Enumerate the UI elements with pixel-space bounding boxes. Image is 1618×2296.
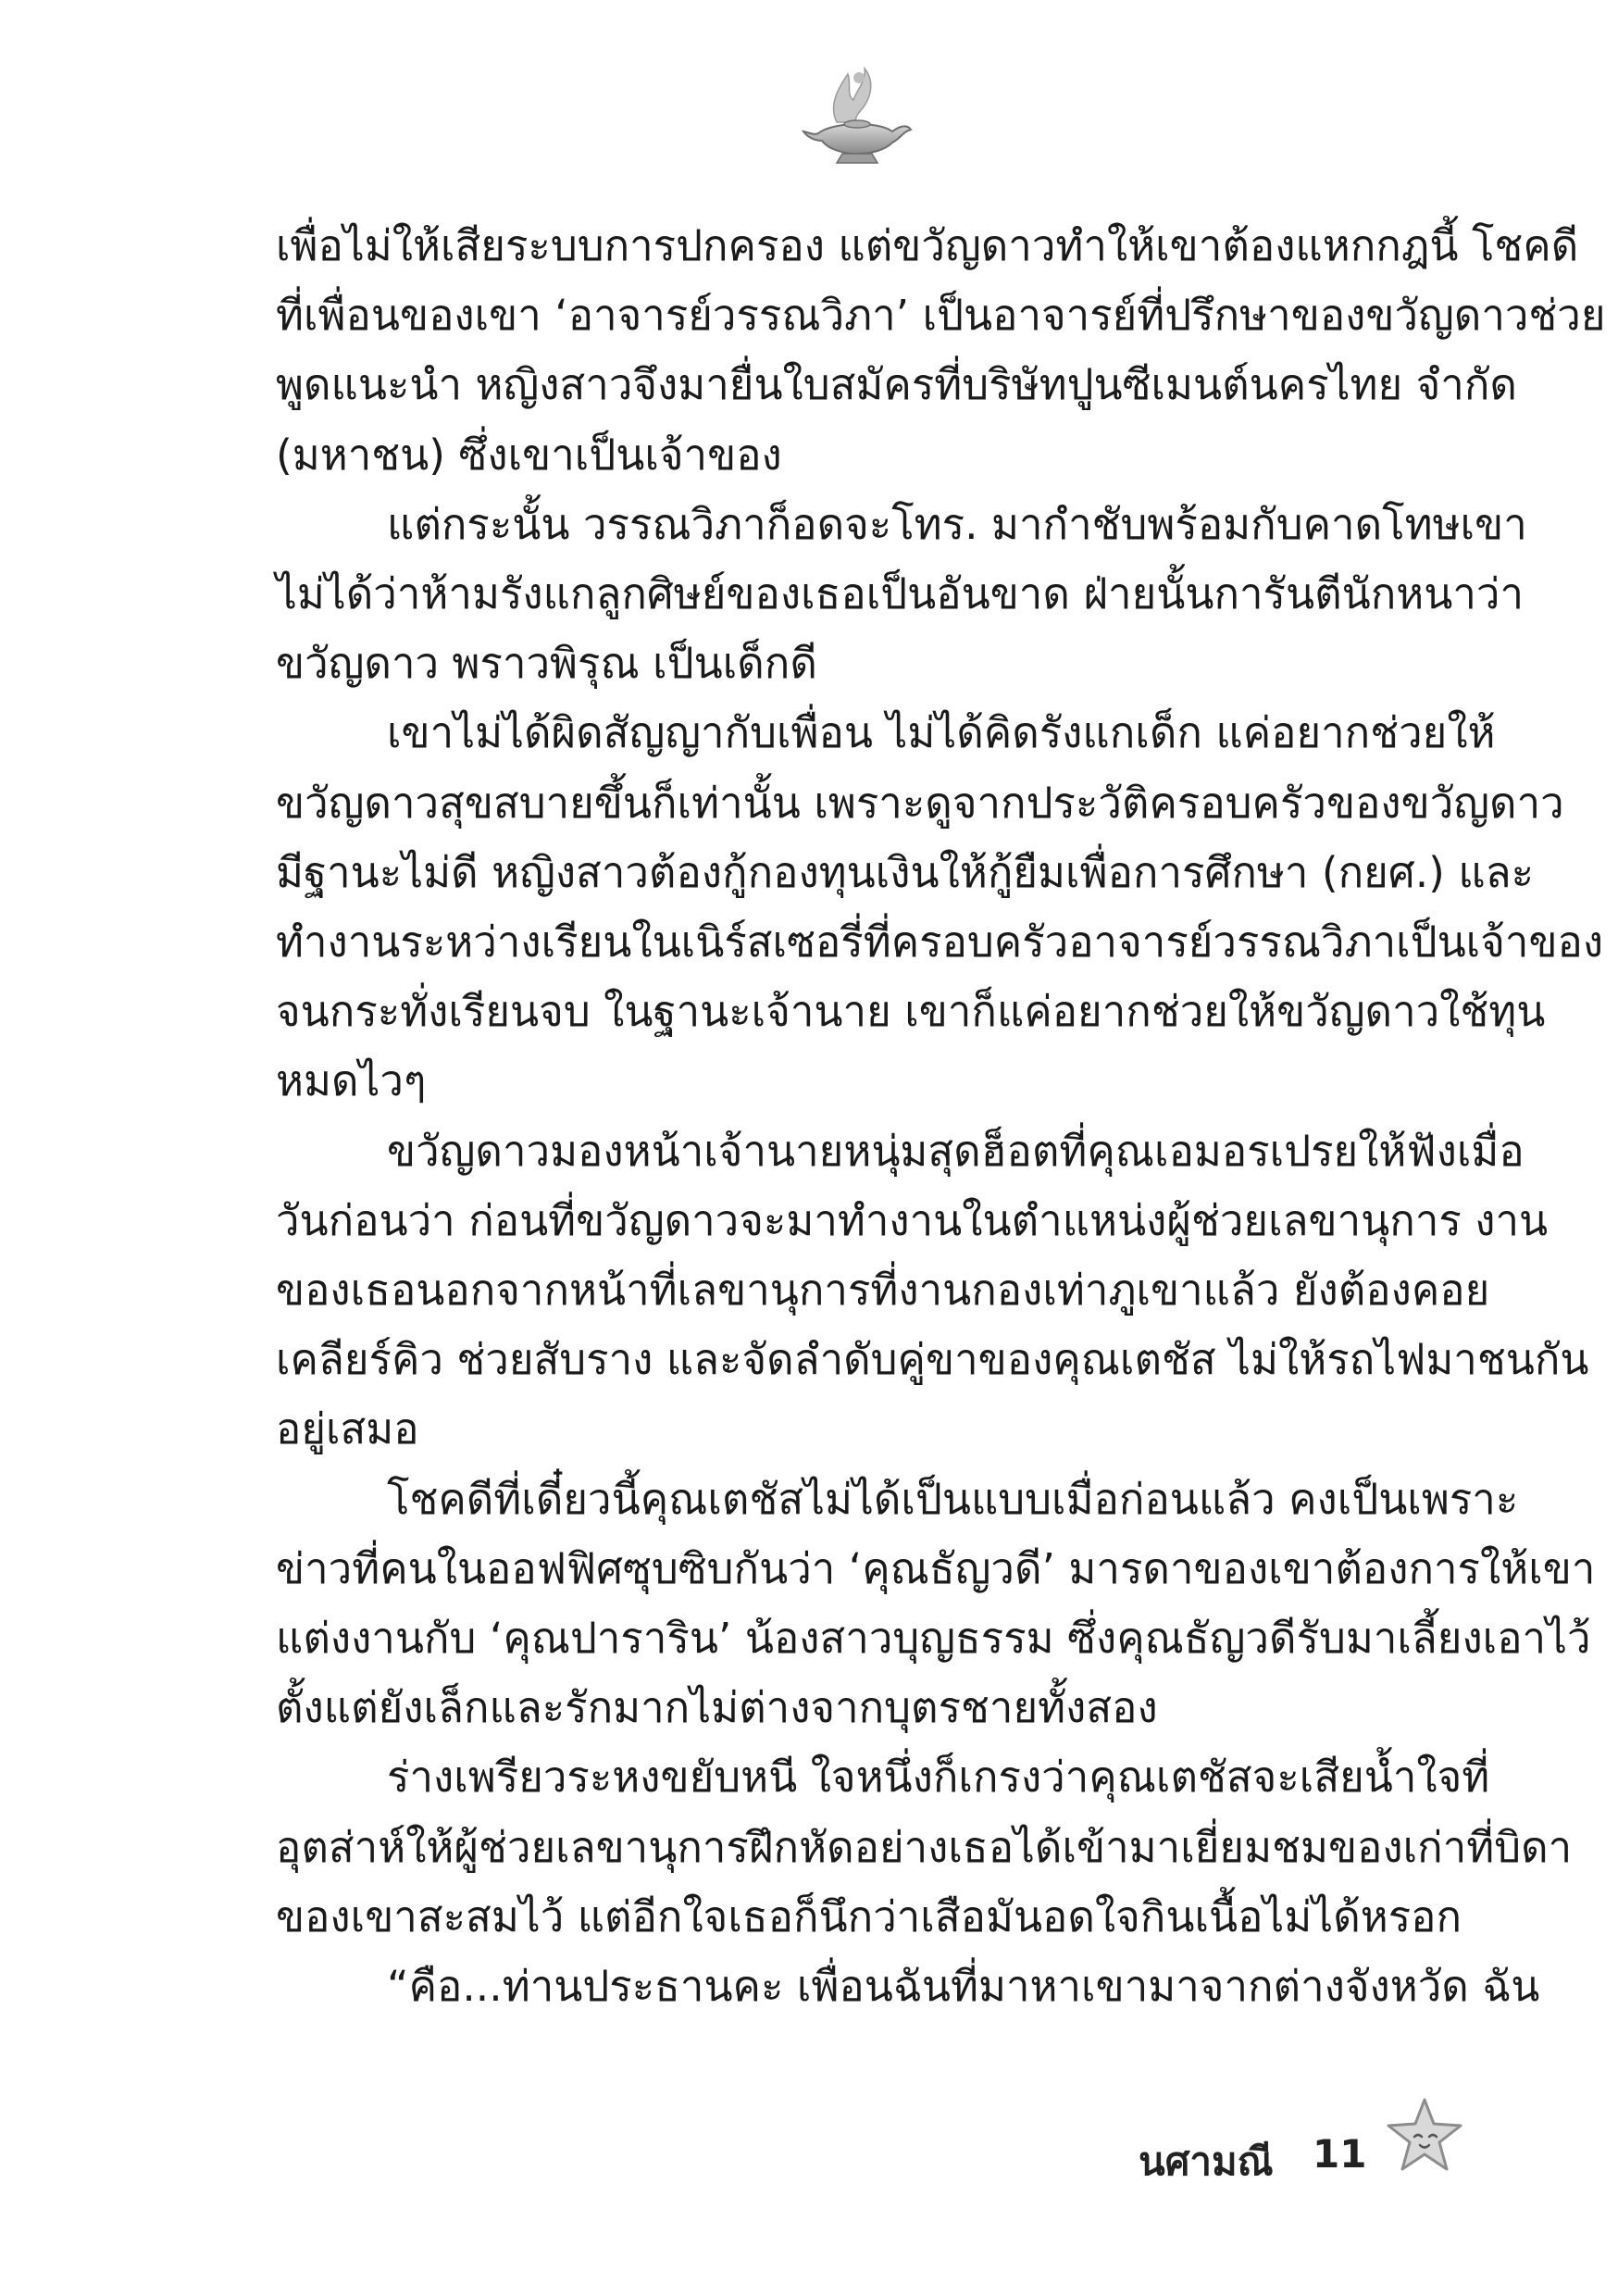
text-line: หมดไวๆ xyxy=(276,1056,427,1106)
text-line: แต่กระนั้น วรรณวิภาก็อดจะโทร. มากำชับพร้อมกับคาดโทษเขา xyxy=(387,499,1527,549)
text-line: มีฐานะไม่ดี หญิงสาวต้องกู้กองทุนเงินให้กู้ยืมเพื่อการศึกษา (กยศ.) และ xyxy=(276,847,1535,897)
page-footer xyxy=(1139,2096,1546,2207)
text-line: เขาไม่ได้ผิดสัญญากับเพื่อน ไม่ได้คิดรังแกเด็ก แค่อยากช่วยให้ xyxy=(387,708,1496,758)
page-number: 11 xyxy=(1313,2131,1367,2177)
text-line: “คือ...ท่านประธานคะ เพื่อนฉันที่มาหาเขามาจากต่างจังหวัด ฉัน xyxy=(387,1962,1540,2012)
body-text xyxy=(276,211,1606,2090)
text-line: ขวัญดาวมองหน้าเจ้านายหนุ่มสุดฮ็อตที่คุณเอมอรเปรยให้ฟังเมื่อ xyxy=(387,1126,1525,1176)
text-line: อุตส่าห์ให้ผู้ช่วยเลขานุการฝึกหัดอย่างเธอได้เข้ามาเยี่ยมชมของเก่าที่บิดา xyxy=(276,1822,1573,1872)
text-line: อยู่เสมอ xyxy=(276,1404,419,1454)
text-line: ที่เพื่อนของเขา ‘อาจารย์วรรณวิภา’ เป็นอาจารย์ที่ปรึกษาของขวัญดาวช่วย xyxy=(276,291,1606,341)
text-line: ร่างเพรียวระหงขยับหนี ใจหนึ่งก็เกรงว่าคุณเตชัสจะเสียน้ำใจที่ xyxy=(387,1753,1490,1803)
text-line: แต่งงานกับ ‘คุณปาราริน’ น้องสาวบุญธรรม ซึ่งคุณธัญวดีรับมาเลี้ยงเอาไว้ xyxy=(276,1614,1591,1664)
text-line: จนกระทั่งเรียนจบ ในฐานะเจ้านาย เขาก็แค่อยากช่วยให้ขวัญดาวใช้ทุน xyxy=(276,987,1546,1037)
text-line: พูดแนะนำ หญิงสาวจึงมายื่นใบสมัครที่บริษัทปูนซีเมนต์นครไทย จำกัด xyxy=(276,360,1517,410)
text-line: ทำงานระหว่างเรียนในเนิร์สเซอรี่ที่ครอบครัวอาจารย์วรรณวิภาเป็นเจ้าของ xyxy=(276,917,1604,967)
text-line: ของเขาสะสมไว้ แต่อีกใจเธอก็นึกว่าเสือมันอดใจกินเนื้อไม่ได้หรอก xyxy=(276,1891,1462,1941)
smiling-star-icon xyxy=(1385,2096,1464,2176)
text-line: เพื่อไม่ให้เสียระบบการปกครอง แต่ขวัญดาวทำให้เขาต้องแหกกฎนี้ โชคดี xyxy=(276,221,1579,270)
text-line: เคลียร์คิว ช่วยสับราง และจัดลำดับคู่ขาของคุณเตชัส ไม่ให้รถไฟมาชนกัน xyxy=(276,1335,1589,1385)
text-line: ขวัญดาว พราวพิรุณ เป็นเด็กดี xyxy=(276,639,817,689)
text-line: ข่าวที่คนในออฟฟิศซุบซิบกันว่า ‘คุณธัญวดี’ มารดาของเขาต้องการให้เขา xyxy=(276,1543,1596,1593)
text-line: โชคดีที่เดี๋ยวนี้คุณเตชัสไม่ได้เป็นแบบเมื่อก่อนแล้ว คงเป็นเพราะ xyxy=(387,1474,1519,1524)
text-line: (มหาชน) ซึ่งเขาเป็นเจ้าของ xyxy=(276,430,782,480)
text-line: ของเธอนอกจากหน้าที่เลขานุการที่งานกองเท่าภูเขาแล้ว ยังต้องคอย xyxy=(276,1266,1490,1316)
author-name: นศามณี xyxy=(1139,2139,1274,2184)
text-line: ขวัญดาวสุขสบายขึ้นก็เท่านั้น เพราะดูจากประวัติครอบครัวของขวัญดาว xyxy=(276,778,1564,828)
genie-lamp-icon xyxy=(800,57,915,172)
text-line: ตั้งแต่ยังเล็กและรักมากไม่ต่างจากบุตรชายทั้งสอง xyxy=(276,1683,1158,1733)
text-line: ไม่ได้ว่าห้ามรังแกลูกศิษย์ของเธอเป็นอันขาด ฝ่ายนั้นการันตีนักหนาว่า xyxy=(276,569,1525,619)
text-line: วันก่อนว่า ก่อนที่ขวัญดาวจะมาทำงานในตำแหน่งผู้ช่วยเลขานุการ งาน xyxy=(276,1195,1549,1245)
